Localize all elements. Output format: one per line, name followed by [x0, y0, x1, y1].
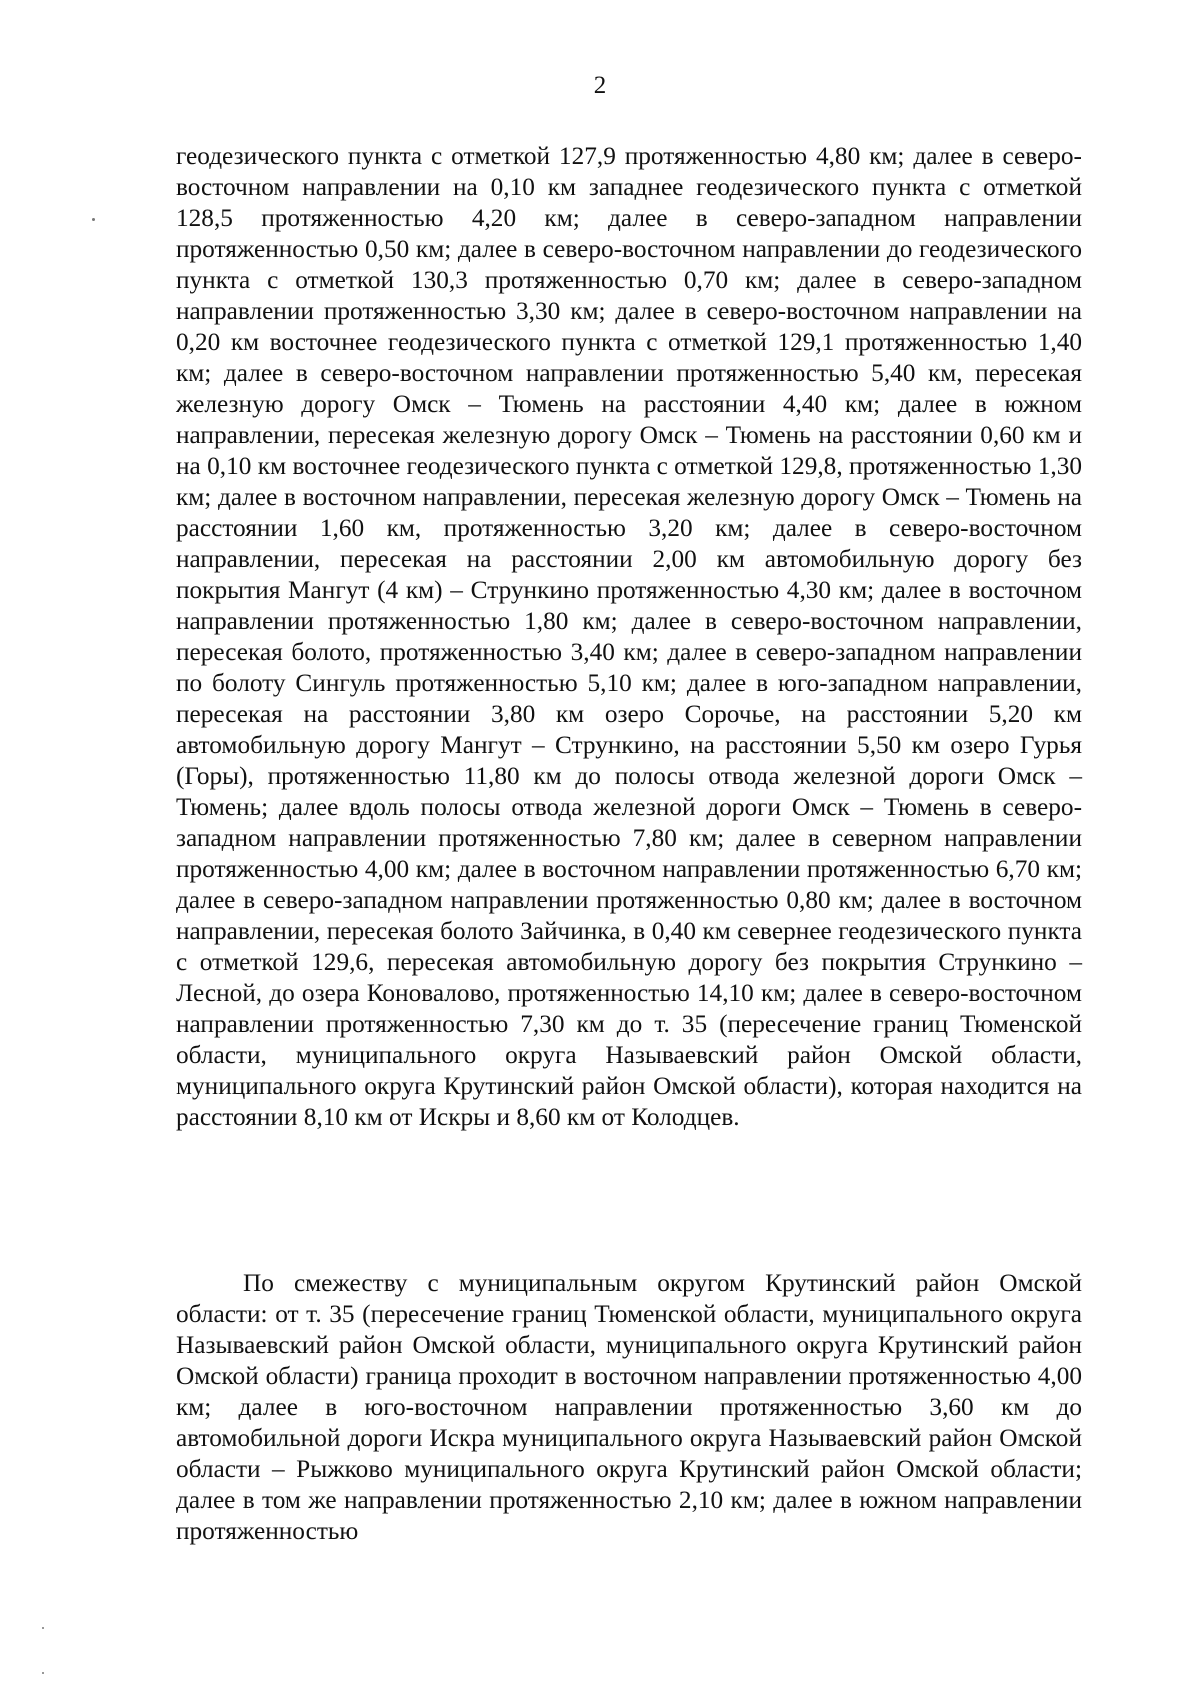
page-number: 2 [593, 72, 607, 99]
body-paragraph-1: геодезического пункта с отметкой 127,9 протяженностью 4,80 км; далее в северо-восточном направлении на 0,10 км западнее геодезического пункта с отметкой 128,5 протяженностью 4,20 км; далее в северо-западном направлении протяженностью 0,50 км; далее в северо-восточном направлении до геодезического пункта с отметкой 130,3 протяженностью 0,70 км; далее в северо-западном направлении протяженностью 3,30 км; далее в северо-восточном направлении на 0,20 км восточнее геодезического пункта с отметкой 129,1 протяженностью 1,40 км; далее в северо-восточном направлении протяженностью 5,40 км, пересекая железную дорогу Омск – Тюмень на расстоянии 4,40 км; далее в южном направлении, пересекая железную дорогу Омск – Тюмень на расстоянии 0,60 км и на 0,10 км восточнее геодезического пункта с отметкой 129,8, протяженностью 1,30 км; далее в восточном направлении, пересекая железную дорогу Омск – Тюмень на расстоянии 1,60 км, протяженностью 3,20 км; далее в северо-восточном направлении, пересекая на расстоянии 2,00 км автомобильную дорогу без покрытия Мангут (4 км) – Стрункино протяженностью 4,30 км; далее в восточном направлении протяженностью 1,80 км; далее в северо-восточном направлении, пересекая болото, протяженностью 3,40 км; далее в северо-западном направлении по болоту Сингуль протяженностью 5,10 км; далее в юго-западном направлении, пересекая на расстоянии 3,80 км озеро Сорочье, на расстоянии 5,20 км автомобильную дорогу Мангут – Стрункино, на расстоянии 5,50 км озеро Гурья (Горы), протяженностью 11,80 км до полосы отвода железной дороги Омск – Тюмень; далее вдоль полосы отвода железной дороги Омск – Тюмень в северо-западном направлении протяженностью 7,80 км; далее в северном направлении протяженностью 4,00 км; далее в восточном направлении протяженностью 6,70 км; далее в северо-западном направлении протяженностью 0,80 км; далее в восточном направлении, пересекая болото Зайчинка, в 0,40 км севернее геодезического пункта с отметкой 129,6, пересекая автомобильную дорогу без покрытия Стрункино – Лесной, до озера Коновалово, протяженностью 14,10 км; далее в северо-восточном направлении протяженностью 7,30 км до т. 35 (пересечение границ Тюменской области, муниципального округа Называевский район Омской области, муниципального округа Крутинский район Омской области), которая находится на расстоянии 8,10 км от Искры и 8,60 км от Колодцев. [176, 142, 1082, 1131]
scan-speck [42, 1672, 44, 1674]
body-paragraph-2: По смежеству с муниципальным округом Крутинский район Омской области: от т. 35 (пересечение границ Тюменской области, муниципального округа Называевский район Омской области, муниципального округа Крутинский район Омской области) граница проходит в восточном направлении протяженностью 4,00 км; далее в юго-восточном направлении протяженностью 3,60 км до автомобильной дороги Искра муниципального округа Называевский район Омской области – Рыжково муниципального округа Крутинский район Омской области; далее в том же направлении протяженностью 2,10 км; далее в южном направлении протяженностью [176, 1269, 1082, 1545]
scan-speck [92, 218, 95, 221]
scan-speck [42, 1627, 44, 1629]
